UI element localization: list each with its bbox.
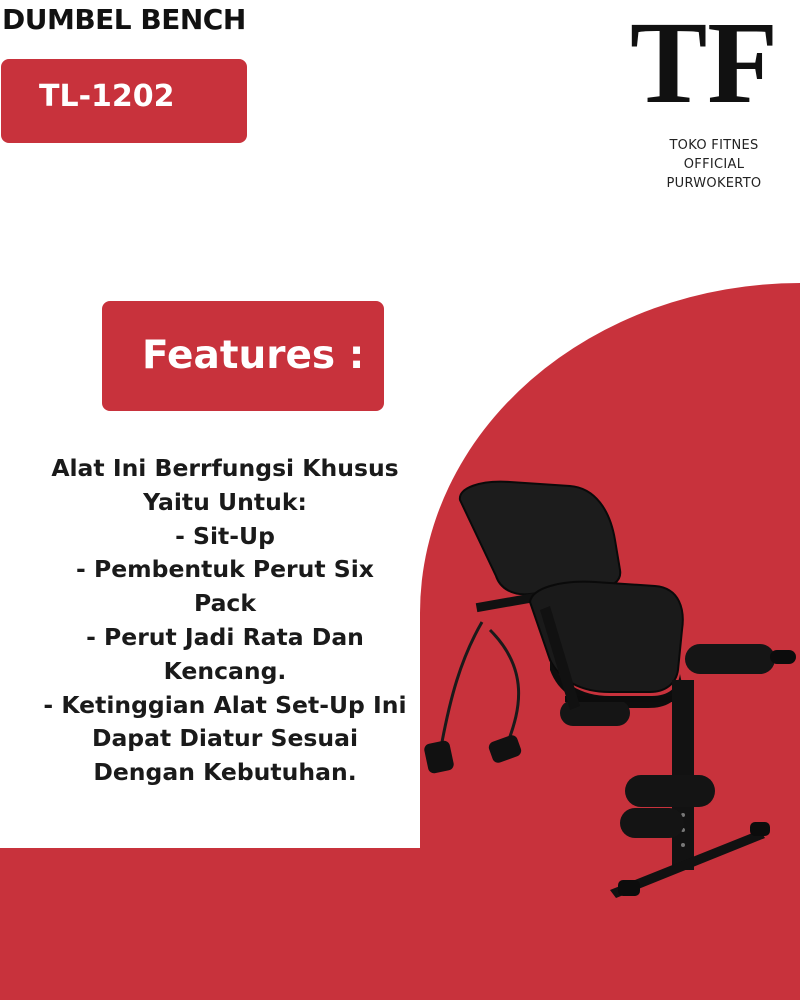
feature-line: Alat Ini Berrfungsi Khusus (51, 454, 399, 482)
brand-line: PURWOKERTO (666, 176, 762, 191)
feature-line: - Sit-Up (175, 521, 275, 550)
feature-line: Dengan Kebutuhan. (93, 758, 357, 787)
brand-line: OFFICIAL (683, 157, 745, 172)
feature-line: Yaitu Untuk: (143, 487, 307, 516)
feature-line: - Ketinggian Alat Set-Up Ini (43, 690, 407, 719)
model-code: TL-1202 (39, 79, 175, 114)
brand-logo (630, 6, 780, 108)
brand-line: TOKO FITNES (669, 138, 759, 153)
logo-letters: TF (630, 6, 778, 108)
model-badge (1, 59, 247, 143)
brand-name (620, 136, 800, 193)
feature-line: Dapat Diatur Sesuai (91, 724, 359, 753)
features-list (40, 452, 410, 790)
dumbbell-bench-image (420, 470, 800, 910)
feature-line: - Pembentuk Perut Six (76, 555, 374, 584)
feature-line: Kencang. (163, 656, 287, 685)
features-heading-box (102, 301, 384, 411)
feature-line: Pack (193, 589, 256, 618)
feature-line: - Perut Jadi Rata Dan (86, 622, 364, 651)
features-heading: Features : (142, 333, 365, 378)
page-title: DUMBEL BENCH (2, 3, 246, 36)
